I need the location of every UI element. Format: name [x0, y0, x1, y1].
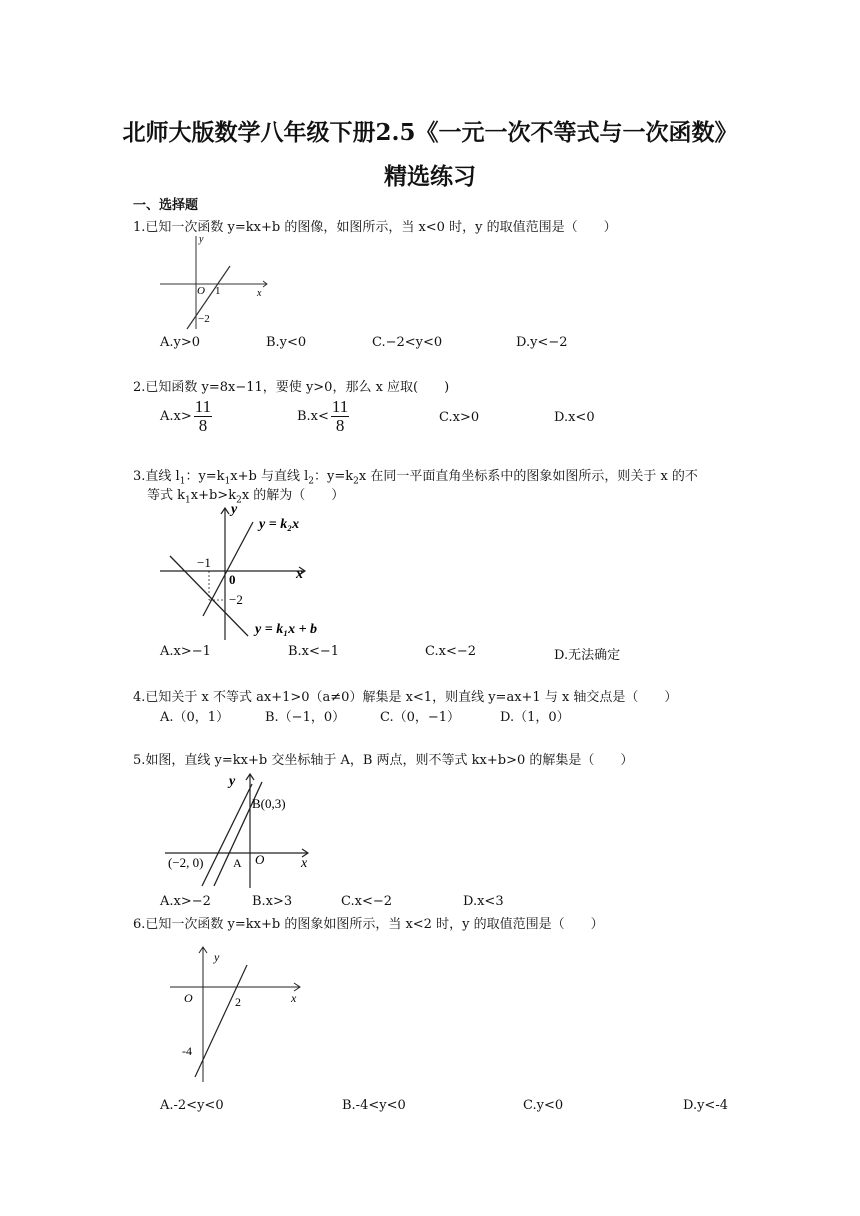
q5-point-a-label: A — [233, 856, 242, 870]
q6-option-d[interactable]: D.y<-4 — [683, 1098, 728, 1113]
q3-subscript: 1 — [224, 476, 231, 487]
question-5-text: 5.如图，直线 y=kx+b 交坐标轴于 A，B 两点，则不等式 kx+b>0 的解集是（ ） — [133, 753, 634, 768]
q3-subscript: 1 — [185, 495, 191, 506]
q5-point-coords-label: (−2, 0) — [168, 855, 204, 870]
q5-y-label: y — [229, 774, 236, 789]
q1-y-label: y — [199, 234, 204, 245]
q3-subscript: 1 — [179, 476, 186, 487]
q2-option-a-fraction — [194, 398, 212, 435]
q5-option-a[interactable]: A.x>−2 — [160, 894, 211, 909]
worksheet-subtitle: 精选练习 — [384, 163, 476, 190]
q3-line-l1-label: y = k₁x + b — [255, 622, 318, 637]
q2-b-denominator: 8 — [335, 416, 345, 435]
q3-origin-label: 0 — [229, 572, 236, 587]
question-1-graph — [155, 232, 275, 332]
q2-a-numerator: 11 — [194, 397, 212, 416]
q3-subscript: 2 — [308, 476, 314, 487]
q3-line-l2-label: y = k₂x — [259, 517, 300, 532]
q3-subscript: 2 — [236, 495, 242, 506]
q1-option-a[interactable]: A.y>0 — [160, 335, 201, 350]
q1-option-d[interactable]: D.y<−2 — [516, 335, 568, 350]
q2-option-b[interactable] — [297, 398, 349, 435]
q6-option-a[interactable]: A.-2<y<0 — [160, 1098, 224, 1113]
q1-minus-two-label: −2 — [198, 313, 210, 325]
q5-x-label: x — [301, 856, 308, 871]
q3-text-part: x+b>k — [190, 488, 237, 503]
question-4-text: 4.已知关于 x 不等式 ax+1>0（a≠0）解集是 x<1，则直线 y=ax+1 与 x 轴交点是（ ） — [133, 690, 678, 705]
q2-option-a-prefix: A.x> — [160, 409, 192, 424]
question-1-text: 1.已知一次函数 y=kx+b 的图像，如图所示，当 x<0 时，y 的取值范围是（ ） — [133, 220, 617, 235]
q2-option-b-prefix: B.x< — [297, 409, 329, 424]
q2-option-d[interactable]: D.x<0 — [554, 410, 595, 425]
q6-option-c[interactable]: C.y<0 — [523, 1098, 564, 1113]
q1-one-label: 1 — [215, 285, 221, 297]
q3-text-part: ：y=k — [314, 469, 354, 484]
q2-b-numerator: 11 — [331, 397, 349, 416]
q3-minus-one-label: −1 — [197, 555, 211, 570]
q4-option-a[interactable]: A.（0，1） — [160, 710, 230, 725]
q2-option-c[interactable]: C.x>0 — [439, 410, 480, 425]
q3-text-part: x 在同一平面直角坐标系中的图象如图所示，则关于 x 的不 — [358, 469, 698, 484]
section-heading: 一、选择题 — [133, 198, 199, 213]
q3-x-label: x — [296, 567, 303, 582]
q3-text-part: ：y=k — [185, 469, 225, 484]
q4-option-c[interactable]: C.（0，−1） — [380, 710, 461, 725]
q3-option-c[interactable]: C.x<−2 — [425, 644, 477, 659]
q6-origin-label: O — [184, 991, 193, 1005]
q4-option-d[interactable]: D.（1，0） — [500, 710, 570, 725]
q6-x-label: x — [291, 991, 297, 1005]
q6-two-label: 2 — [235, 995, 241, 1009]
q6-minus-four-label: -4 — [182, 1044, 192, 1058]
q5-option-c[interactable]: C.x<−2 — [341, 894, 393, 909]
q6-y-label: y — [214, 950, 220, 964]
q2-option-b-fraction — [331, 398, 349, 435]
q5-point-b-label: B(0,3) — [252, 796, 286, 811]
q3-text-part: 等式 k — [147, 488, 186, 503]
question-6-text: 6.已知一次函数 y=kx+b 的图象如图所示，当 x<2 时，y 的取值范围是（ ） — [133, 917, 604, 932]
q6-option-b[interactable]: B.-4<y<0 — [342, 1098, 406, 1113]
question-6-graph — [165, 945, 310, 1085]
q3-text-part: x+b 与直线 l — [230, 469, 309, 484]
q3-y-label: y — [231, 502, 238, 517]
q4-option-b[interactable]: B.（−1，0） — [265, 710, 346, 725]
q3-text-part: x 的解为（ ） — [241, 488, 345, 503]
q3-minus-two-label: −2 — [229, 592, 243, 607]
q5-option-b[interactable]: B.x>3 — [252, 894, 293, 909]
question-5-graph — [160, 768, 320, 890]
q1-origin-label: O — [197, 285, 205, 297]
q3-option-b[interactable]: B.x<−1 — [288, 644, 340, 659]
q5-origin-label: O — [255, 852, 265, 867]
q3-option-d[interactable]: D.无法确定 — [554, 648, 621, 663]
q3-subscript: 2 — [353, 476, 359, 487]
worksheet-title: 北师大版数学八年级下册2.5《一元一次不等式与一次函数》 — [122, 119, 738, 146]
q1-x-label: x — [257, 288, 262, 299]
question-2-text: 2.已知函数 y=8x−11，要使 y>0，那么 x 应取( ) — [133, 380, 450, 395]
q2-a-denominator: 8 — [198, 416, 208, 435]
q3-option-a[interactable]: A.x>−1 — [160, 644, 211, 659]
q1-option-c[interactable]: C.−2<y<0 — [372, 335, 443, 350]
question-3-graph — [155, 500, 345, 642]
q1-option-b[interactable]: B.y<0 — [266, 335, 307, 350]
q5-option-d[interactable]: D.x<3 — [463, 894, 504, 909]
q3-text-part: 3.直线 l — [133, 469, 180, 484]
q2-option-a[interactable] — [160, 398, 212, 435]
